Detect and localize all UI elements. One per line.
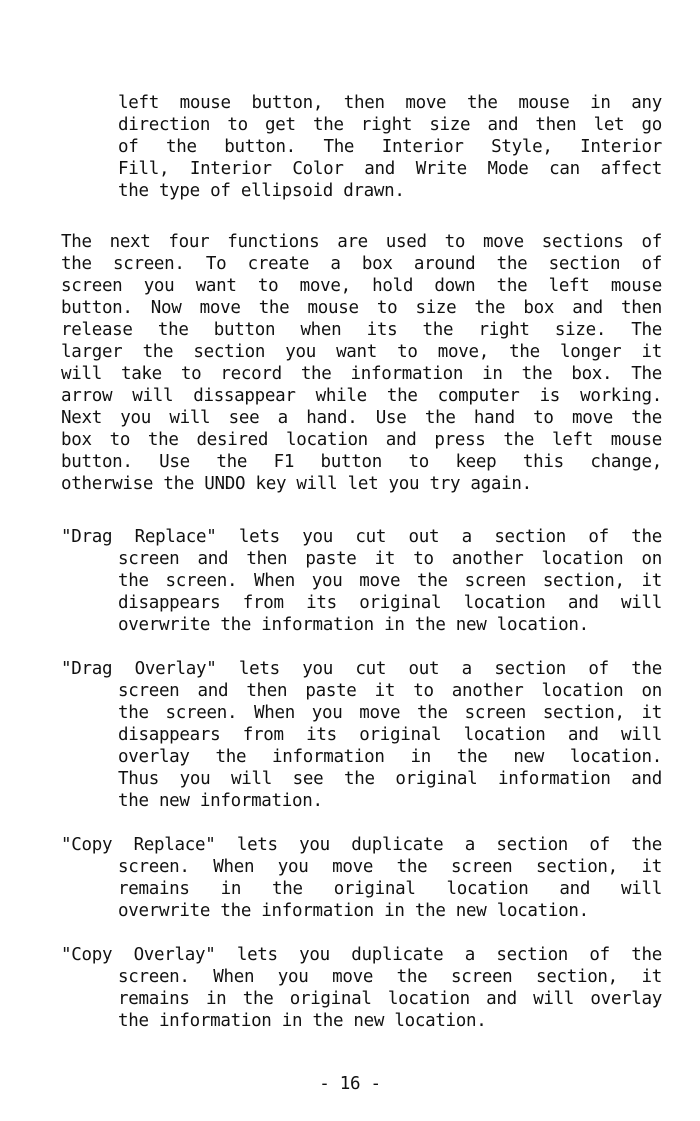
text-line: overwrite the information in the new location. [118, 901, 589, 921]
text-line: screen you want to move, hold down the left mouse [61, 276, 662, 296]
text-line: the screen. To create a box around the section of [61, 254, 662, 274]
text-line: otherwise the UNDO key will let you try again. [61, 474, 532, 494]
text-line: Fill, Interior Color and Write Mode can affect [118, 159, 662, 179]
text-line: larger the section you want to move, the longer it [61, 342, 662, 362]
text-line: disappears from its original location and will [118, 593, 662, 613]
text-line: "Drag Overlay" lets you cut out a section of the [61, 659, 662, 679]
text-line: the screen. When you move the screen section, it [118, 703, 662, 723]
text-line: screen. When you move the screen section, it [118, 857, 662, 877]
drag-overlay-description [61, 658, 662, 812]
text-line: of the button. The Interior Style, Interior [118, 137, 662, 157]
text-line: screen and then paste it to another location on [118, 681, 662, 701]
text-line: the screen. When you move the screen section, it [118, 571, 662, 591]
text-line: button. Use the F1 button to keep this change, [61, 452, 662, 472]
text-line: direction to get the right size and then let go [118, 115, 662, 135]
text-line: remains in the original location and will [118, 879, 662, 899]
text-line: disappears from its original location and will [118, 725, 662, 745]
copy-overlay-description [61, 944, 662, 1032]
text-line: button. Now move the mouse to size the box and then [61, 298, 662, 318]
text-line: the new information. [118, 791, 323, 811]
body-paragraph [61, 231, 662, 495]
text-line: Next you will see a hand. Use the hand to move the [61, 408, 662, 428]
text-line: screen and then paste it to another location on [118, 549, 662, 569]
drag-replace-description [61, 526, 662, 636]
text-line: "Copy Overlay" lets you duplicate a section of the [61, 945, 662, 965]
text-line: screen. When you move the screen section, it [118, 967, 662, 987]
text-line: overlay the information in the new location. [118, 747, 662, 767]
intro-paragraph [118, 92, 662, 202]
text-line: The next four functions are used to move sections of [61, 232, 662, 252]
text-line: the type of ellipsoid drawn. [118, 181, 405, 201]
text-line: the information in the new location. [118, 1011, 487, 1031]
text-line: left mouse button, then move the mouse in any [118, 93, 662, 113]
page-number: - 16 - [319, 1074, 381, 1094]
text-line: box to the desired location and press the left mouse [61, 430, 662, 450]
text-line: "Copy Replace" lets you duplicate a section of the [61, 835, 662, 855]
text-line: arrow will dissappear while the computer is working. [61, 386, 662, 406]
text-line: remains in the original location and will overlay [118, 989, 662, 1009]
text-line: Thus you will see the original information and [118, 769, 662, 789]
text-line: overwrite the information in the new location. [118, 615, 589, 635]
text-line: release the button when its the right size. The [61, 320, 662, 340]
text-line: will take to record the information in the box. The [61, 364, 662, 384]
text-line: "Drag Replace" lets you cut out a section of the [61, 527, 662, 547]
copy-replace-description [61, 834, 662, 922]
